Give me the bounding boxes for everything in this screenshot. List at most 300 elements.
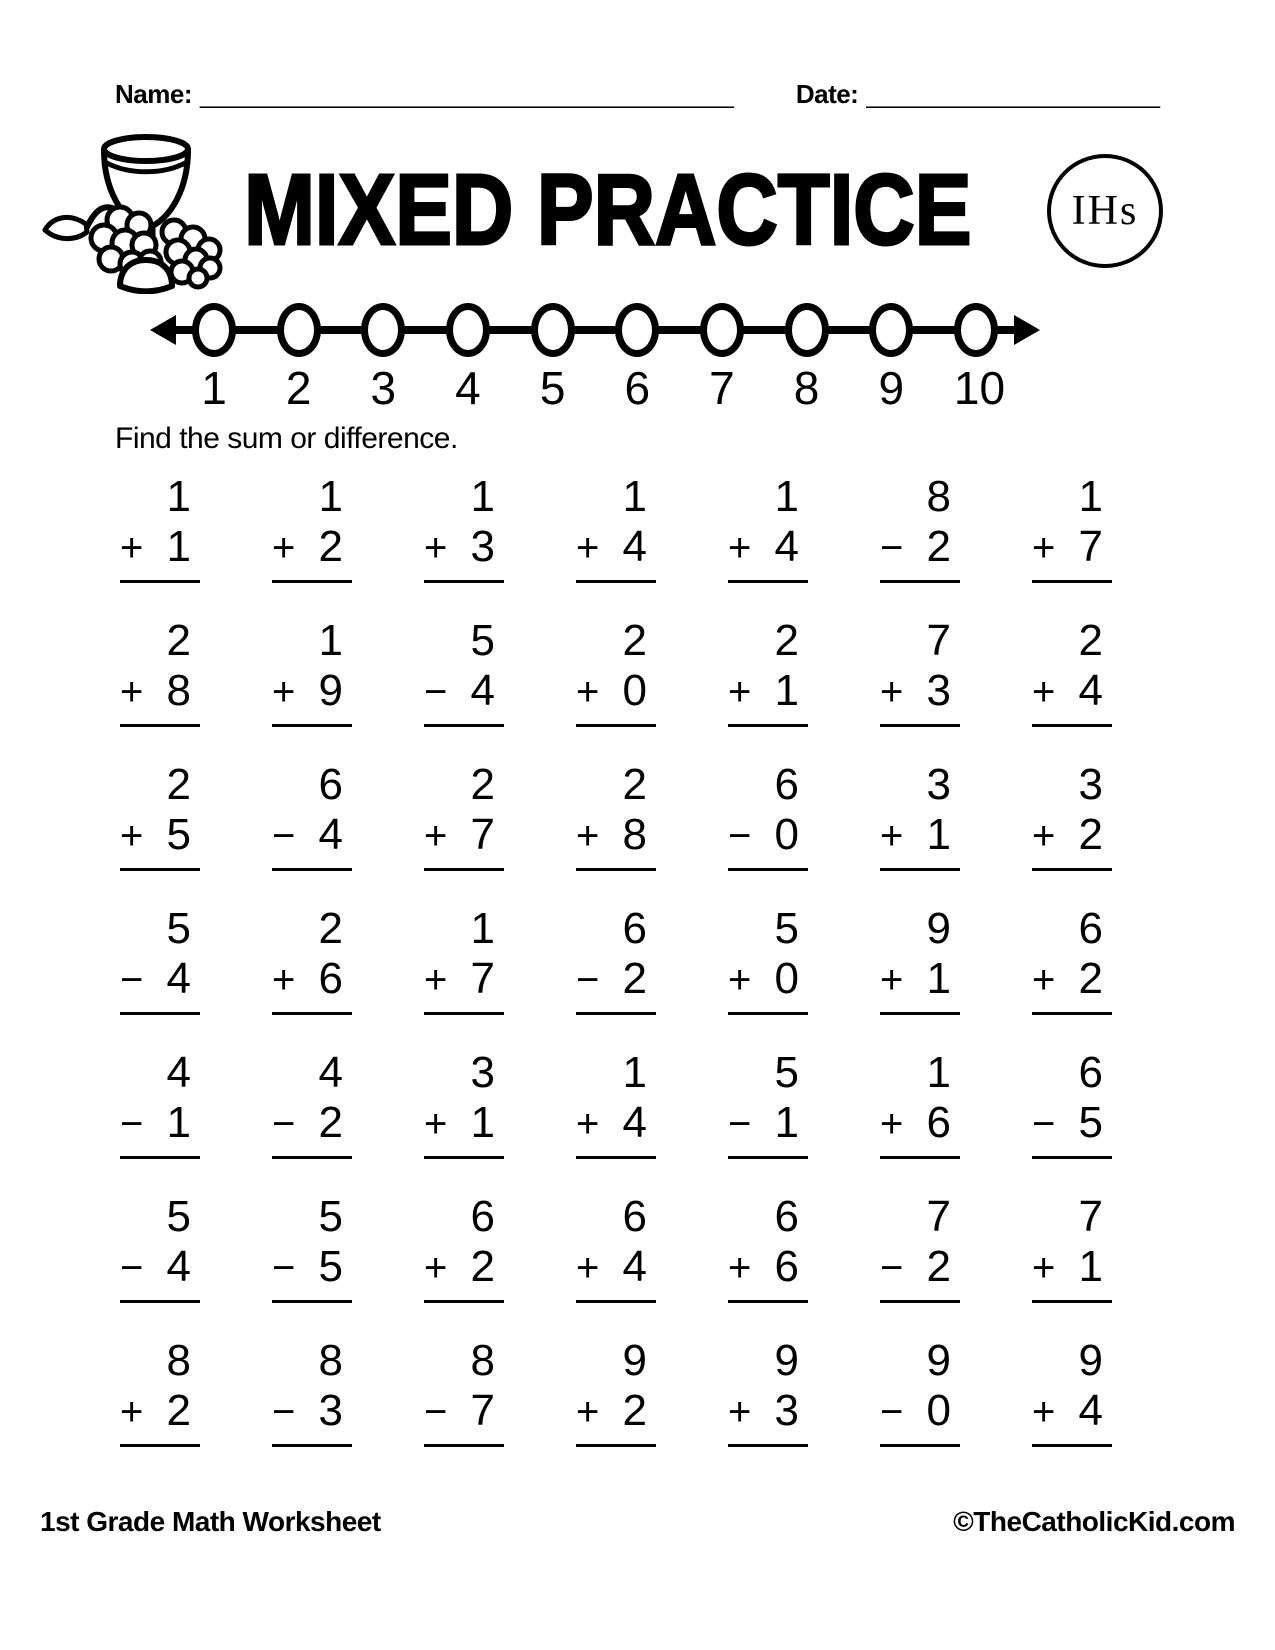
problem-top-number: 2: [470, 760, 495, 809]
problem-top-number: 6: [774, 1192, 799, 1241]
problem-top-number: 3: [926, 760, 951, 809]
operator-sign: −: [880, 1246, 904, 1290]
operator-sign: −: [1032, 1102, 1056, 1146]
date-field-group: [796, 79, 1160, 110]
problem-bottom-number: 7: [470, 1386, 495, 1435]
problem-bottom-number: 8: [166, 666, 191, 715]
answer-line: [424, 724, 504, 727]
answer-line: [1032, 580, 1112, 583]
answer-line: [576, 1444, 656, 1447]
problem-cell: [576, 1048, 656, 1159]
number-line-dot: [785, 303, 829, 357]
number-line-dot: [531, 303, 575, 357]
problem-bottom-number: 6: [318, 954, 343, 1003]
problem-bottom-number: 1: [926, 810, 951, 859]
problem-bottom-number: 4: [318, 810, 343, 859]
problem-top-number: 2: [622, 616, 647, 665]
operator-sign: +: [880, 670, 904, 714]
problem-cell: [424, 760, 504, 871]
problem-operation: [1032, 954, 1112, 1005]
problem-operation: [728, 1098, 808, 1149]
problem-bottom-number: 3: [774, 1386, 799, 1435]
problem-cell: [576, 1192, 656, 1303]
problem-cell: [120, 472, 200, 583]
problem-cell: [272, 1336, 352, 1447]
answer-line: [424, 1444, 504, 1447]
problem-bottom-number: 8: [622, 810, 647, 859]
title-band: [40, 126, 1235, 294]
operator-sign: +: [1032, 958, 1056, 1002]
problem-bottom-number: 5: [166, 810, 191, 859]
operator-sign: +: [424, 958, 448, 1002]
answer-line: [880, 1444, 960, 1447]
number-line-dots: [192, 303, 998, 357]
answer-line: [576, 1300, 656, 1303]
answer-line: [272, 1444, 352, 1447]
problem-cell: [728, 760, 808, 871]
operator-sign: −: [120, 958, 144, 1002]
operator-sign: −: [272, 814, 296, 858]
problem-top-number: 7: [926, 1192, 951, 1241]
answer-line: [120, 724, 200, 727]
answer-line: [120, 868, 200, 871]
number-line-label: 1: [201, 362, 227, 414]
problem-cell: [880, 904, 960, 1015]
problem-operation: [424, 666, 504, 717]
problem-operation: [728, 1242, 808, 1293]
number-line-dot: [954, 303, 998, 357]
problem-bottom-number: 4: [622, 522, 647, 571]
problem-top-number: 8: [470, 1336, 495, 1385]
number-line-label: 6: [624, 362, 651, 414]
problem-top-number: 8: [318, 1336, 343, 1385]
problem-operation: [424, 1098, 504, 1149]
problem-top-number: 1: [318, 472, 343, 521]
problem-bottom-number: 1: [470, 1098, 495, 1147]
problem-top-number: 7: [926, 616, 951, 665]
answer-line: [728, 1300, 808, 1303]
problem-top-number: 5: [774, 1048, 799, 1097]
problem-bottom-number: 1: [774, 666, 799, 715]
operator-sign: +: [1032, 1390, 1056, 1434]
answer-line: [424, 1300, 504, 1303]
problem-top-number: 3: [470, 1048, 495, 1097]
problem-top-number: 8: [166, 1336, 191, 1385]
problem-cell: [120, 1336, 200, 1447]
operator-sign: +: [576, 1246, 600, 1290]
problem-bottom-number: 2: [622, 1386, 647, 1435]
problem-bottom-number: 7: [470, 810, 495, 859]
problem-cell: [272, 1192, 352, 1303]
problem-cell: [120, 616, 200, 727]
problem-bottom-number: 4: [1078, 1386, 1103, 1435]
operator-sign: +: [576, 1102, 600, 1146]
answer-line: [272, 580, 352, 583]
operator-sign: +: [424, 1246, 448, 1290]
answer-line: [272, 1300, 352, 1303]
operator-sign: +: [120, 1390, 144, 1434]
answer-line: [880, 724, 960, 727]
number-line-dot: [700, 303, 744, 357]
problem-top-number: 5: [774, 904, 799, 953]
footer: [40, 1506, 1235, 1538]
number-line-dot: [446, 303, 490, 357]
problem-bottom-number: 0: [774, 810, 799, 859]
number-line-dot: [277, 303, 321, 357]
problem-top-number: 2: [1078, 616, 1103, 665]
instruction-text: Find the sum or difference.: [115, 422, 458, 455]
problem-top-number: 2: [318, 904, 343, 953]
problem-top-number: 1: [622, 472, 647, 521]
operator-sign: −: [880, 526, 904, 570]
problem-top-number: 9: [926, 1336, 951, 1385]
answer-line: [728, 724, 808, 727]
problem-cell: [728, 1336, 808, 1447]
number-line-dot: [192, 303, 236, 357]
problem-operation: [576, 522, 656, 573]
problem-cell: [728, 1192, 808, 1303]
problem-operation: [728, 666, 808, 717]
problem-bottom-number: 3: [470, 522, 495, 571]
answer-line: [576, 724, 656, 727]
operator-sign: +: [728, 958, 752, 1002]
problem-bottom-number: 2: [1078, 954, 1103, 1003]
answer-line: [880, 1300, 960, 1303]
operator-sign: −: [120, 1246, 144, 1290]
answer-line: [424, 580, 504, 583]
problem-operation: [120, 810, 200, 861]
problem-operation: [424, 522, 504, 573]
operator-sign: +: [880, 1102, 904, 1146]
answer-line: [1032, 1156, 1112, 1159]
operator-sign: −: [272, 1390, 296, 1434]
problem-operation: [424, 1242, 504, 1293]
answer-line: [424, 1156, 504, 1159]
problem-cell: [120, 1048, 200, 1159]
problem-top-number: 6: [1078, 1048, 1103, 1097]
number-line-dot: [615, 303, 659, 357]
number-line: [150, 298, 1040, 362]
problem-bottom-number: 3: [926, 666, 951, 715]
number-line-label: 8: [793, 362, 820, 414]
problem-top-number: 1: [470, 472, 495, 521]
operator-sign: −: [272, 1102, 296, 1146]
problem-operation: [1032, 1098, 1112, 1149]
answer-line: [120, 1300, 200, 1303]
answer-line: [120, 1012, 200, 1015]
operator-sign: +: [1032, 1246, 1056, 1290]
operator-sign: +: [880, 814, 904, 858]
operator-sign: −: [728, 814, 752, 858]
problem-cell: [576, 904, 656, 1015]
problems-grid: [120, 472, 1160, 1447]
problem-cell: [880, 1048, 960, 1159]
operator-sign: −: [424, 1390, 448, 1434]
problem-cell: [880, 616, 960, 727]
operator-sign: +: [272, 670, 296, 714]
problem-top-number: 1: [774, 472, 799, 521]
problem-operation: [120, 954, 200, 1005]
operator-sign: −: [880, 1390, 904, 1434]
problem-bottom-number: 5: [1078, 1098, 1103, 1147]
operator-sign: +: [424, 814, 448, 858]
problem-operation: [120, 1098, 200, 1149]
footer-left-text: 1st Grade Math Worksheet: [40, 1506, 381, 1537]
problem-bottom-number: 1: [166, 522, 191, 571]
header: [115, 72, 1160, 110]
answer-line: [576, 580, 656, 583]
problem-cell: [576, 616, 656, 727]
answer-line: [576, 1156, 656, 1159]
problem-cell: [120, 1192, 200, 1303]
answer-line: [424, 868, 504, 871]
problem-top-number: 6: [1078, 904, 1103, 953]
problem-operation: [1032, 522, 1112, 573]
problem-bottom-number: 4: [622, 1098, 647, 1147]
problem-cell: [728, 616, 808, 727]
problem-operation: [576, 1098, 656, 1149]
problem-bottom-number: 4: [166, 954, 191, 1003]
problem-top-number: 4: [166, 1048, 191, 1097]
problem-cell: [576, 1336, 656, 1447]
problem-top-number: 1: [318, 616, 343, 665]
problem-cell: [728, 472, 808, 583]
problem-operation: [880, 1386, 960, 1437]
problem-cell: [1032, 760, 1112, 871]
operator-sign: −: [272, 1246, 296, 1290]
problem-bottom-number: 4: [470, 666, 495, 715]
answer-line: [272, 1012, 352, 1015]
operator-sign: +: [424, 526, 448, 570]
problem-operation: [424, 810, 504, 861]
operator-sign: +: [120, 670, 144, 714]
problem-top-number: 5: [470, 616, 495, 665]
ihs-text: IHs: [1071, 188, 1139, 234]
name-blank-line: ________________________________________: [199, 82, 734, 109]
operator-sign: +: [576, 814, 600, 858]
operator-sign: −: [576, 958, 600, 1002]
problem-bottom-number: 1: [926, 954, 951, 1003]
footer-right-text: ©TheCatholicKid.com: [953, 1506, 1235, 1537]
problem-operation: [880, 1242, 960, 1293]
problem-cell: [728, 1048, 808, 1159]
date-blank-line: ______________________: [866, 82, 1160, 109]
number-line-dot: [869, 303, 913, 357]
problem-bottom-number: 3: [318, 1386, 343, 1435]
problem-cell: [424, 1048, 504, 1159]
problem-cell: [880, 1192, 960, 1303]
answer-line: [1032, 724, 1112, 727]
problem-operation: [880, 666, 960, 717]
problem-bottom-number: 4: [774, 522, 799, 571]
problem-top-number: 5: [318, 1192, 343, 1241]
operator-sign: +: [120, 814, 144, 858]
problem-top-number: 6: [774, 760, 799, 809]
operator-sign: +: [1032, 670, 1056, 714]
problem-operation: [120, 666, 200, 717]
answer-line: [880, 868, 960, 871]
arrow-right-icon: [1014, 315, 1040, 345]
page-title: MIXED PRACTICE: [244, 154, 972, 266]
problem-operation: [880, 810, 960, 861]
problem-operation: [272, 522, 352, 573]
problem-operation: [880, 1098, 960, 1149]
operator-sign: −: [728, 1102, 752, 1146]
problem-operation: [1032, 1242, 1112, 1293]
problem-operation: [728, 954, 808, 1005]
problem-top-number: 4: [318, 1048, 343, 1097]
answer-line: [1032, 1300, 1112, 1303]
problem-bottom-number: 0: [622, 666, 647, 715]
problem-cell: [424, 904, 504, 1015]
problem-operation: [120, 1242, 200, 1293]
problem-cell: [576, 760, 656, 871]
problem-bottom-number: 7: [1078, 522, 1103, 571]
problem-cell: [424, 1336, 504, 1447]
problem-bottom-number: 1: [166, 1098, 191, 1147]
problem-bottom-number: 1: [774, 1098, 799, 1147]
number-line-labels: [150, 362, 1040, 414]
operator-sign: +: [272, 526, 296, 570]
problem-cell: [272, 1048, 352, 1159]
operator-sign: −: [120, 1102, 144, 1146]
problem-top-number: 2: [166, 616, 191, 665]
number-line-label: 3: [370, 362, 397, 414]
answer-line: [120, 580, 200, 583]
answer-line: [272, 1156, 352, 1159]
answer-line: [576, 1012, 656, 1015]
problem-cell: [576, 472, 656, 583]
problem-top-number: 9: [1078, 1336, 1103, 1385]
answer-line: [576, 868, 656, 871]
problem-cell: [120, 760, 200, 871]
answer-line: [728, 1012, 808, 1015]
answer-line: [880, 1012, 960, 1015]
problem-operation: [576, 666, 656, 717]
problem-cell: [880, 472, 960, 583]
answer-line: [272, 868, 352, 871]
problem-bottom-number: 2: [926, 522, 951, 571]
problem-bottom-number: 0: [926, 1386, 951, 1435]
name-label: Name:: [115, 79, 192, 109]
answer-line: [728, 1156, 808, 1159]
problem-bottom-number: 2: [1078, 810, 1103, 859]
problem-bottom-number: 2: [470, 1242, 495, 1291]
problem-operation: [880, 522, 960, 573]
problem-top-number: 9: [622, 1336, 647, 1385]
problem-operation: [1032, 666, 1112, 717]
number-line-dot: [361, 303, 405, 357]
problem-bottom-number: 4: [622, 1242, 647, 1291]
operator-sign: +: [424, 1102, 448, 1146]
answer-line: [1032, 868, 1112, 871]
problem-top-number: 8: [926, 472, 951, 521]
problem-bottom-number: 2: [318, 1098, 343, 1147]
problem-top-number: 9: [774, 1336, 799, 1385]
problem-operation: [272, 1242, 352, 1293]
problem-cell: [1032, 616, 1112, 727]
problem-operation: [1032, 1386, 1112, 1437]
problem-cell: [272, 904, 352, 1015]
problem-operation: [728, 522, 808, 573]
operator-sign: +: [1032, 526, 1056, 570]
problem-bottom-number: 2: [166, 1386, 191, 1435]
date-label: Date:: [795, 79, 859, 109]
ihs-host-icon: [1047, 154, 1163, 268]
operator-sign: +: [272, 958, 296, 1002]
problem-cell: [272, 472, 352, 583]
problem-cell: [1032, 1336, 1112, 1447]
answer-line: [120, 1444, 200, 1447]
problem-operation: [1032, 810, 1112, 861]
number-line-label: 4: [455, 362, 481, 414]
problem-top-number: 1: [926, 1048, 951, 1097]
problem-bottom-number: 2: [318, 522, 343, 571]
problem-operation: [576, 954, 656, 1005]
problem-bottom-number: 7: [470, 954, 495, 1003]
problem-top-number: 1: [166, 472, 191, 521]
number-line-label: 5: [539, 362, 566, 414]
answer-line: [728, 580, 808, 583]
problem-bottom-number: 2: [622, 954, 647, 1003]
problem-top-number: 6: [318, 760, 343, 809]
problem-operation: [880, 954, 960, 1005]
problem-operation: [728, 810, 808, 861]
problem-operation: [272, 666, 352, 717]
problem-top-number: 5: [166, 1192, 191, 1241]
problem-cell: [880, 1336, 960, 1447]
problem-top-number: 1: [470, 904, 495, 953]
problem-top-number: 6: [470, 1192, 495, 1241]
answer-line: [728, 1444, 808, 1447]
problem-cell: [424, 616, 504, 727]
problem-bottom-number: 2: [926, 1242, 951, 1291]
operator-sign: +: [576, 1390, 600, 1434]
problem-bottom-number: 9: [318, 666, 343, 715]
number-line-label: 7: [709, 362, 735, 414]
answer-line: [424, 1012, 504, 1015]
problem-bottom-number: 4: [166, 1242, 191, 1291]
problem-top-number: 2: [166, 760, 191, 809]
operator-sign: +: [728, 1390, 752, 1434]
problem-top-number: 9: [926, 904, 951, 953]
answer-line: [728, 868, 808, 871]
operator-sign: +: [728, 1246, 752, 1290]
number-line-label: 2: [285, 362, 312, 414]
number-line-label: 10: [953, 362, 1006, 414]
problem-operation: [576, 1242, 656, 1293]
answer-line: [120, 1156, 200, 1159]
problem-cell: [1032, 904, 1112, 1015]
problem-operation: [424, 954, 504, 1005]
operator-sign: +: [1032, 814, 1056, 858]
problem-top-number: 1: [622, 1048, 647, 1097]
problem-bottom-number: 6: [774, 1242, 799, 1291]
problem-cell: [120, 904, 200, 1015]
problem-top-number: 6: [622, 904, 647, 953]
problem-top-number: 2: [774, 616, 799, 665]
problem-bottom-number: 4: [1078, 666, 1103, 715]
problem-cell: [728, 904, 808, 1015]
operator-sign: −: [424, 670, 448, 714]
problem-operation: [272, 1098, 352, 1149]
operator-sign: +: [880, 958, 904, 1002]
operator-sign: +: [728, 670, 752, 714]
problem-top-number: 5: [166, 904, 191, 953]
operator-sign: +: [576, 670, 600, 714]
operator-sign: +: [576, 526, 600, 570]
problem-operation: [272, 1386, 352, 1437]
